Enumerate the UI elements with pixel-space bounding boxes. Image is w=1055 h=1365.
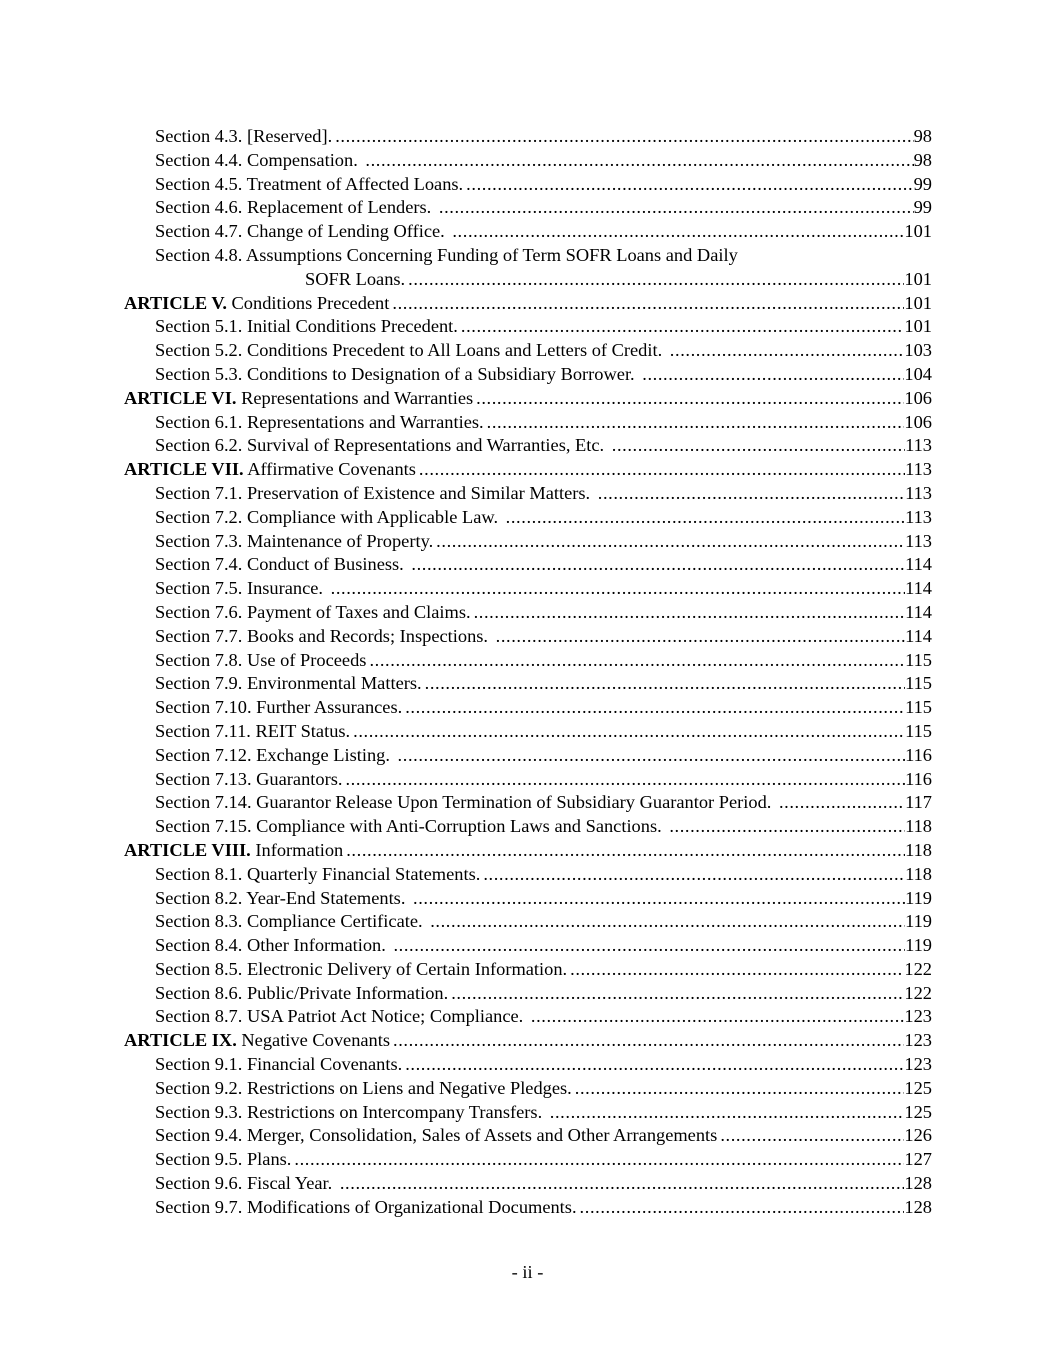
- toc-page-number: 125: [904, 1077, 932, 1098]
- toc-entry: [124, 601, 932, 625]
- dot-leader: [577, 1196, 905, 1220]
- toc-entry: [124, 553, 932, 577]
- toc-page-number: 115: [905, 673, 932, 694]
- toc-entry-title: Section 7.1. Preservation of Existence and Similar Matters.: [155, 482, 595, 503]
- toc-page-number: 113: [905, 530, 932, 551]
- toc-entry-title: Section 7.15. Compliance with Anti-Corruption Laws and Sanctions.: [155, 816, 667, 837]
- article-label: ARTICLE VII.: [124, 459, 244, 480]
- dot-leader: [410, 887, 905, 911]
- toc-entry-title: Section 7.10. Further Assurances.: [155, 697, 403, 718]
- toc-page-number: 114: [905, 554, 932, 575]
- toc-entry: [124, 910, 932, 934]
- toc-entry-title: Section 8.7. USA Patriot Act Notice; Compliance.: [155, 1006, 528, 1027]
- dot-leader: [717, 1124, 904, 1148]
- toc-entry-title: Section 6.1. Representations and Warranties.: [155, 411, 484, 432]
- toc-page-number: 123: [904, 1006, 932, 1027]
- article-label: ARTICLE VIII.: [124, 839, 251, 860]
- dot-leader: [405, 268, 904, 292]
- toc-entry: [124, 363, 932, 387]
- toc-page-number: 116: [905, 744, 932, 765]
- table-of-contents: [124, 125, 932, 1220]
- dot-leader: [448, 982, 904, 1006]
- toc-entry-title: Section 4.5. Treatment of Affected Loans.: [155, 173, 464, 194]
- toc-page-number: 103: [904, 340, 932, 361]
- toc-page-number: 104: [904, 363, 932, 384]
- toc-page-number: 122: [904, 958, 932, 979]
- dot-leader: [332, 125, 913, 149]
- toc-entry: [124, 863, 932, 887]
- article-label: ARTICLE VI.: [124, 387, 237, 408]
- toc-page-number: 113: [905, 459, 932, 480]
- dot-leader: [402, 1053, 904, 1077]
- toc-entry-title: Section 7.9. Environmental Matters.: [155, 673, 422, 694]
- dot-leader: [427, 910, 905, 934]
- article-title: Affirmative Covenants: [243, 459, 416, 480]
- toc-entry-title: [124, 458, 416, 482]
- toc-entry-title: Section 8.5. Electronic Delivery of Certain Information.: [155, 958, 568, 979]
- toc-entry: [124, 506, 932, 530]
- toc-entry-title: [124, 387, 473, 411]
- dot-leader: [666, 815, 905, 839]
- toc-entry: [124, 744, 932, 768]
- toc-entry-title: Section 7.14. Guarantor Release Upon Termination of Subsidiary Guarantor Period.: [155, 792, 776, 813]
- toc-entry-title: [124, 292, 389, 316]
- toc-entry-title: Section 7.12. Exchange Listing.: [155, 744, 395, 765]
- dot-leader: [350, 720, 905, 744]
- dot-leader: [528, 1005, 905, 1029]
- toc-entry: [124, 1101, 932, 1125]
- toc-entry-title: Section 9.1. Financial Covenants.: [155, 1054, 403, 1075]
- toc-entry-title: Section 4.3. [Reserved].: [155, 126, 333, 146]
- toc-entry: [124, 696, 932, 720]
- toc-entry: [124, 411, 932, 435]
- toc-entry: [124, 244, 932, 268]
- toc-page-number: 119: [905, 911, 932, 932]
- toc-entry-title: Section 9.4. Merger, Consolidation, Sales of Assets and Other Arrangements: [155, 1125, 718, 1146]
- dot-leader: [480, 863, 905, 887]
- toc-entry-title: Section 7.8. Use of Proceeds: [155, 649, 367, 670]
- article-title: Information: [250, 839, 344, 860]
- dot-leader: [362, 149, 913, 173]
- toc-entry: [124, 125, 932, 149]
- toc-page-number: 113: [905, 482, 932, 503]
- toc-entry: [124, 1172, 932, 1196]
- toc-entry: [124, 720, 932, 744]
- toc-entry-title: Section 8.2. Year-End Statements.: [155, 887, 411, 908]
- toc-page-number: 122: [904, 982, 932, 1003]
- toc-page-number: 118: [905, 816, 932, 837]
- toc-entry-title: Section 8.4. Other Information.: [155, 935, 391, 956]
- toc-page-number: 115: [905, 720, 932, 741]
- toc-entry-title: Section 5.1. Initial Conditions Precedent.: [155, 316, 458, 337]
- toc-entry-title: SOFR Loans.: [305, 268, 406, 289]
- toc-entry: [124, 1005, 932, 1029]
- dot-leader: [337, 1172, 905, 1196]
- toc-page-number: 115: [905, 649, 932, 670]
- toc-page-number: 99: [913, 197, 932, 218]
- toc-entry: [124, 220, 932, 244]
- toc-page-number: 117: [905, 792, 932, 813]
- toc-article-entry: [124, 458, 932, 482]
- toc-page-number: 113: [905, 435, 932, 456]
- toc-entry-title: Section 7.11. REIT Status.: [155, 720, 351, 741]
- toc-entry: [124, 434, 932, 458]
- dot-leader: [343, 839, 905, 863]
- dot-leader: [390, 934, 905, 958]
- toc-entry: [124, 1124, 932, 1148]
- toc-entry: [124, 482, 932, 506]
- toc-entry-title: Section 7.4. Conduct of Business.: [155, 554, 409, 575]
- toc-page-number: 114: [905, 601, 932, 622]
- toc-entry-title: Section 8.6. Public/Private Information.: [155, 982, 449, 1003]
- toc-entry-title: [124, 1029, 390, 1053]
- toc-page-number: 113: [905, 506, 932, 527]
- toc-page-number: 118: [905, 839, 932, 860]
- dot-leader: [473, 387, 904, 411]
- dot-leader: [389, 292, 904, 316]
- dot-leader: [484, 411, 905, 435]
- toc-page-number: 118: [905, 863, 932, 884]
- dot-leader: [667, 339, 905, 363]
- dot-leader: [395, 744, 906, 768]
- toc-page-number: 119: [905, 935, 932, 956]
- toc-page-number: 114: [905, 625, 932, 646]
- toc-entry: [124, 1077, 932, 1101]
- toc-entry: [124, 982, 932, 1006]
- dot-leader: [342, 768, 905, 792]
- toc-entry-title: Section 4.4. Compensation.: [155, 149, 363, 170]
- toc-entry-title: Section 4.8. Assumptions Concerning Funding of Term SOFR Loans and Daily: [155, 244, 738, 265]
- dot-leader: [366, 649, 905, 673]
- toc-article-entry: [124, 387, 932, 411]
- dot-leader: [449, 220, 904, 244]
- toc-page-number: 101: [904, 292, 932, 313]
- toc-entry-title: Section 7.3. Maintenance of Property.: [155, 530, 434, 551]
- dot-leader: [471, 601, 906, 625]
- dot-leader: [291, 1148, 904, 1172]
- toc-page-number: 123: [904, 1054, 932, 1075]
- toc-page-number: 101: [904, 221, 932, 242]
- dot-leader: [503, 506, 905, 530]
- dot-leader: [609, 434, 905, 458]
- page-number-footer: - ii -: [511, 1262, 544, 1282]
- toc-entry: [124, 672, 932, 696]
- toc-entry-title: Section 7.7. Books and Records; Inspections.: [155, 625, 493, 646]
- toc-entry-title: Section 7.2. Compliance with Applicable Law.: [155, 506, 503, 527]
- toc-entry: [124, 934, 932, 958]
- toc-entry: [124, 1196, 932, 1220]
- toc-page-number: 128: [904, 1196, 932, 1217]
- dot-leader: [422, 672, 905, 696]
- toc-entry-title: Section 9.2. Restrictions on Liens and Negative Pledges.: [155, 1077, 572, 1098]
- toc-page-number: 106: [904, 387, 932, 408]
- article-label: ARTICLE V.: [124, 292, 227, 313]
- toc-entry: [124, 958, 932, 982]
- toc-entry: [124, 196, 932, 220]
- dot-leader: [572, 1077, 905, 1101]
- toc-entry: [124, 649, 932, 673]
- article-title: Conditions Precedent: [226, 292, 390, 313]
- toc-entry-title: Section 9.5. Plans.: [155, 1149, 292, 1170]
- toc-entry: [124, 577, 932, 601]
- dot-leader: [416, 458, 905, 482]
- toc-entry-title: Section 9.6. Fiscal Year.: [155, 1173, 337, 1194]
- toc-entry-title: Section 5.2. Conditions Precedent to All Loans and Letters of Credit.: [155, 340, 667, 361]
- toc-entry: [124, 339, 932, 363]
- toc-entry: [124, 791, 932, 815]
- toc-entry-title: Section 9.7. Modifications of Organizational Documents.: [155, 1196, 577, 1217]
- toc-entry: [124, 1053, 932, 1077]
- toc-entry-title: Section 9.3. Restrictions on Intercompany Transfers.: [155, 1101, 547, 1122]
- dot-leader: [458, 315, 905, 339]
- toc-entry: [124, 315, 932, 339]
- toc-entry: [124, 625, 932, 649]
- toc-article-entry: [124, 1029, 932, 1053]
- toc-entry-continuation: [124, 268, 932, 292]
- toc-entry-title: Section 7.13. Guarantors.: [155, 768, 343, 789]
- dot-leader: [776, 791, 905, 815]
- toc-entry: [124, 815, 932, 839]
- toc-page-number: 127: [904, 1149, 932, 1170]
- toc-entry: [124, 768, 932, 792]
- toc-entry: [124, 149, 932, 173]
- toc-entry-title: Section 4.7. Change of Lending Office.: [155, 221, 450, 242]
- dot-leader: [390, 1029, 904, 1053]
- toc-article-entry: [124, 839, 932, 863]
- toc-entry-title: Section 5.3. Conditions to Designation of a Subsidiary Borrower.: [155, 363, 640, 384]
- toc-page-number: 99: [913, 173, 932, 194]
- toc-article-entry: [124, 292, 932, 316]
- toc-page-number: 115: [905, 697, 932, 718]
- dot-leader: [402, 696, 905, 720]
- toc-page-number: 116: [905, 768, 932, 789]
- toc-page-number: 101: [904, 268, 932, 289]
- toc-page-number: 119: [905, 887, 932, 908]
- toc-page-number: 101: [904, 316, 932, 337]
- dot-leader: [595, 482, 905, 506]
- toc-entry: [124, 530, 932, 554]
- toc-entry-title: Section 4.6. Replacement of Lenders.: [155, 197, 436, 218]
- dot-leader: [567, 958, 904, 982]
- dot-leader: [547, 1101, 905, 1125]
- article-title: Negative Covenants: [236, 1030, 391, 1051]
- toc-page-number: 123: [904, 1030, 932, 1051]
- toc-entry: [124, 173, 932, 197]
- toc-entry-title: [124, 839, 343, 863]
- toc-page-number: 125: [904, 1101, 932, 1122]
- toc-page-number: 106: [904, 411, 932, 432]
- dot-leader: [433, 530, 905, 554]
- toc-entry-title: Section 8.1. Quarterly Financial Statements.: [155, 863, 481, 884]
- article-title: Representations and Warranties: [236, 387, 474, 408]
- toc-entry-title: Section 7.6. Payment of Taxes and Claims.: [155, 601, 471, 622]
- toc-entry: [124, 887, 932, 911]
- article-label: ARTICLE IX.: [124, 1030, 237, 1051]
- toc-entry-title: Section 6.2. Survival of Representations and Warranties, Etc.: [155, 435, 609, 456]
- toc-page-number: 98: [913, 126, 932, 146]
- dot-leader: [408, 553, 905, 577]
- dot-leader: [328, 577, 905, 601]
- dot-leader: [639, 363, 904, 387]
- toc-entry-title: Section 8.3. Compliance Certificate.: [155, 911, 428, 932]
- dot-leader: [493, 625, 905, 649]
- toc-page-number: 128: [904, 1173, 932, 1194]
- toc-entry-title: Section 7.5. Insurance.: [155, 578, 328, 599]
- toc-page-number: 126: [904, 1125, 932, 1146]
- toc-page-number: 114: [905, 578, 932, 599]
- dot-leader: [436, 196, 914, 220]
- toc-entry: [124, 1148, 932, 1172]
- toc-page-number: 98: [913, 149, 932, 170]
- dot-leader: [463, 173, 913, 197]
